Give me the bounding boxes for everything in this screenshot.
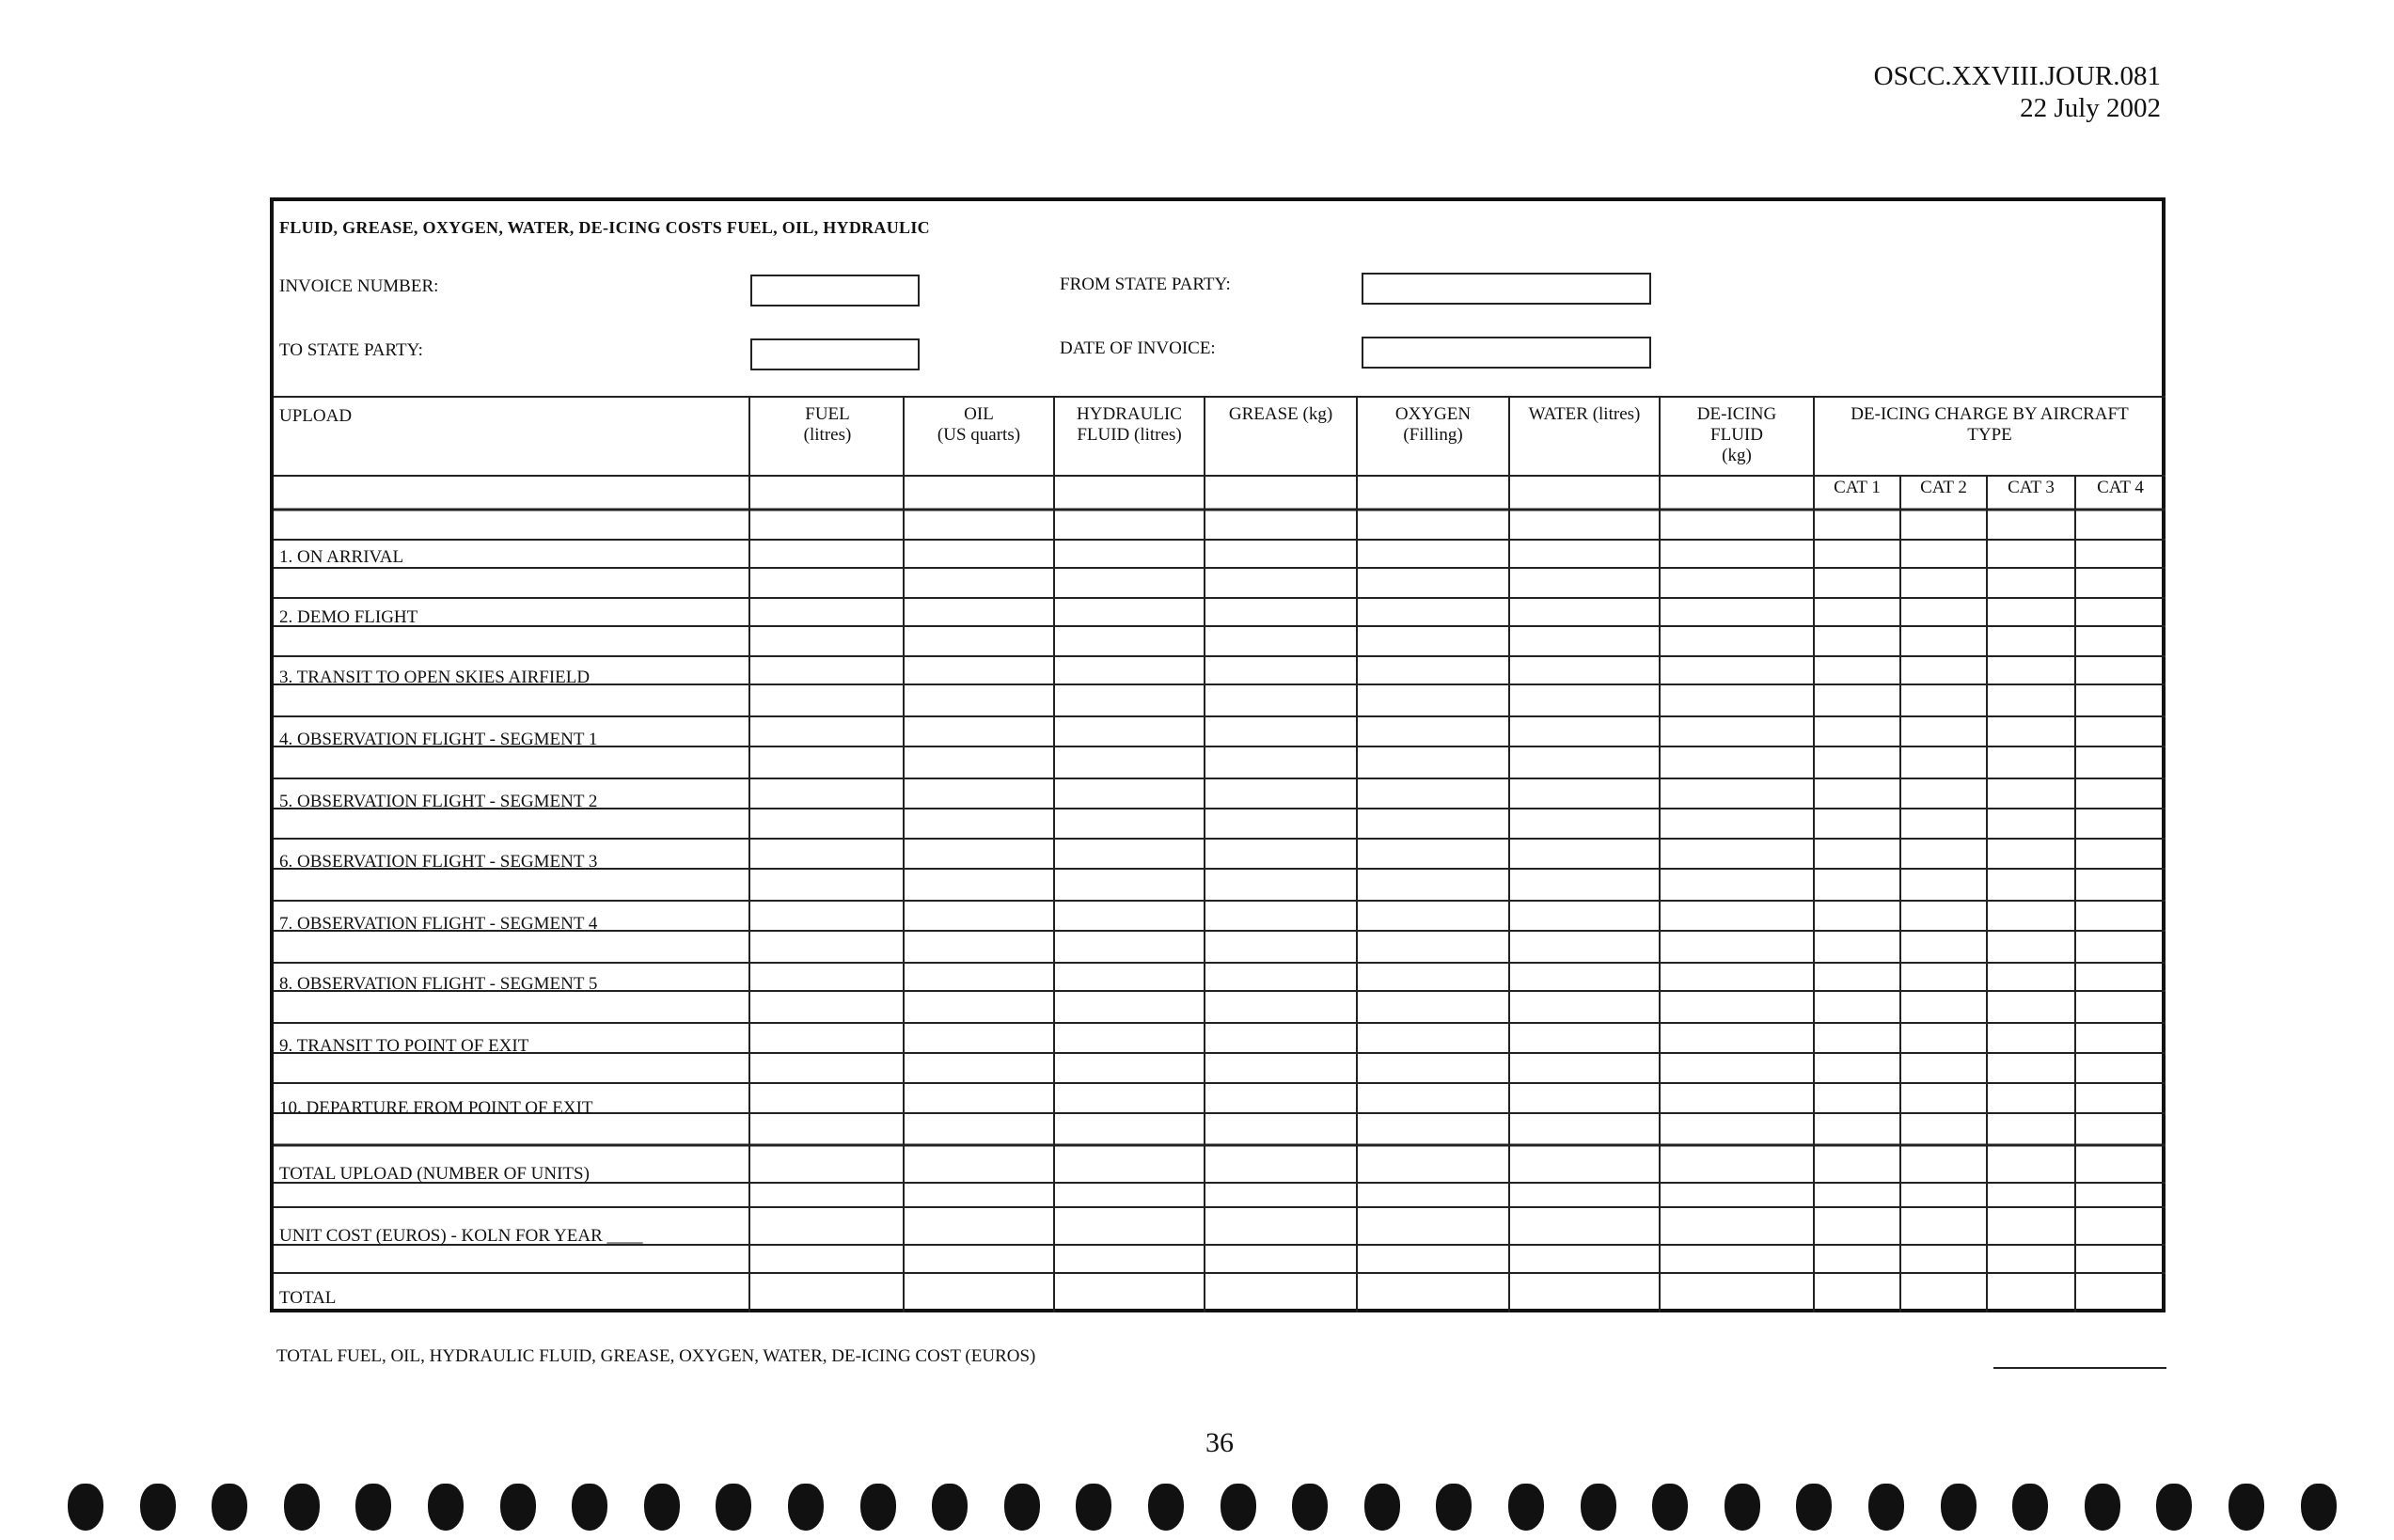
binding-hole	[1941, 1484, 1977, 1531]
from-state-party-label: FROM STATE PARTY:	[1060, 275, 1231, 294]
binding-hole	[860, 1484, 896, 1531]
grease-column-header: GREASE (kg)	[1228, 404, 1333, 424]
row-segment-2-label: 5. OBSERVATION FLIGHT - SEGMENT 2	[279, 792, 598, 811]
binding-holes	[68, 1484, 2362, 1531]
binding-hole	[1076, 1484, 1111, 1531]
oil-column-header: OIL (US quarts)	[937, 404, 1021, 445]
invoice-number-field[interactable]	[750, 275, 920, 306]
form-title: FLUID, GREASE, OXYGEN, WATER, DE-ICING COSTS FUEL, OIL, HYDRAULIC	[279, 218, 930, 237]
hydraulic-column-header: HYDRAULIC FLUID (litres)	[1077, 404, 1182, 445]
unit-cost-label: UNIT COST (EUROS) - KOLN FOR YEAR ____	[279, 1226, 643, 1246]
binding-hole	[2301, 1484, 2337, 1531]
binding-hole	[1508, 1484, 1544, 1531]
doc-ref-number: OSCC.XXVIII.JOUR.081	[1873, 61, 2161, 91]
cat-4-header: CAT 4	[2097, 478, 2144, 497]
oxygen-column-header: OXYGEN (Filling)	[1394, 404, 1472, 445]
binding-hole	[428, 1484, 464, 1531]
binding-hole	[1221, 1484, 1256, 1531]
row-on-arrival-label: 1. ON ARRIVAL	[279, 547, 404, 567]
invoice-form	[270, 197, 2166, 1312]
water-column-header: WATER (litres)	[1528, 404, 1641, 424]
upload-column-header: UPLOAD	[279, 406, 353, 426]
binding-hole	[1868, 1484, 1904, 1531]
binding-hole	[572, 1484, 607, 1531]
row-segment-3-label: 6. OBSERVATION FLIGHT - SEGMENT 3	[279, 852, 598, 872]
total-cost-label: TOTAL FUEL, OIL, HYDRAULIC FLUID, GREASE, OXYGEN, WATER, DE-ICING COST (EUROS)	[276, 1346, 1036, 1366]
date-of-invoice-label: DATE OF INVOICE:	[1060, 338, 1216, 358]
binding-hole	[140, 1484, 176, 1531]
total-upload-label: TOTAL UPLOAD (NUMBER OF UNITS)	[279, 1164, 590, 1184]
from-state-party-field[interactable]	[1362, 273, 1651, 305]
binding-hole	[284, 1484, 320, 1531]
binding-hole	[1652, 1484, 1688, 1531]
form-grid-lines	[274, 201, 2169, 1316]
cat-2-header: CAT 2	[1920, 478, 1967, 497]
total-label: TOTAL	[279, 1288, 337, 1308]
binding-hole	[2156, 1484, 2192, 1531]
row-demo-flight-label: 2. DEMO FLIGHT	[279, 607, 418, 627]
to-state-party-label: TO STATE PARTY:	[279, 340, 423, 360]
binding-hole	[644, 1484, 680, 1531]
page-number: 36	[1205, 1427, 1234, 1458]
row-segment-5-label: 8. OBSERVATION FLIGHT - SEGMENT 5	[279, 974, 598, 994]
row-transit-exit-label: 9. TRANSIT TO POINT OF EXIT	[279, 1036, 529, 1056]
binding-hole	[1581, 1484, 1616, 1531]
row-departure-label: 10. DEPARTURE FROM POINT OF EXIT	[279, 1098, 593, 1118]
fuel-column-header: FUEL (litres)	[803, 404, 852, 445]
deicing-charge-column-header: DE-ICING CHARGE BY AIRCRAFT TYPE	[1851, 404, 2129, 445]
binding-hole	[2085, 1484, 2120, 1531]
total-cost-field[interactable]	[1993, 1367, 2166, 1369]
binding-hole	[1004, 1484, 1040, 1531]
binding-hole	[932, 1484, 968, 1531]
doc-date: 22 July 2002	[2020, 93, 2161, 123]
binding-hole	[68, 1484, 103, 1531]
date-of-invoice-field[interactable]	[1362, 337, 1651, 369]
binding-hole	[2229, 1484, 2264, 1531]
binding-hole	[1796, 1484, 1832, 1531]
deicing-fluid-column-header: DE-ICING FLUID (kg)	[1696, 404, 1777, 465]
binding-hole	[1364, 1484, 1400, 1531]
row-segment-4-label: 7. OBSERVATION FLIGHT - SEGMENT 4	[279, 914, 598, 934]
binding-hole	[212, 1484, 247, 1531]
binding-hole	[355, 1484, 391, 1531]
cat-3-header: CAT 3	[2008, 478, 2055, 497]
invoice-number-label: INVOICE NUMBER:	[279, 276, 439, 296]
binding-hole	[1148, 1484, 1184, 1531]
binding-hole	[1292, 1484, 1328, 1531]
cat-1-header: CAT 1	[1834, 478, 1881, 497]
binding-hole	[1436, 1484, 1472, 1531]
binding-hole	[1725, 1484, 1760, 1531]
binding-hole	[716, 1484, 751, 1531]
binding-hole	[788, 1484, 824, 1531]
row-transit-airfield-label: 3. TRANSIT TO OPEN SKIES AIRFIELD	[279, 668, 591, 687]
to-state-party-field[interactable]	[750, 338, 920, 370]
row-segment-1-label: 4. OBSERVATION FLIGHT - SEGMENT 1	[279, 730, 598, 749]
binding-hole	[2012, 1484, 2048, 1531]
document-reference	[1874, 60, 2161, 124]
binding-hole	[500, 1484, 536, 1531]
